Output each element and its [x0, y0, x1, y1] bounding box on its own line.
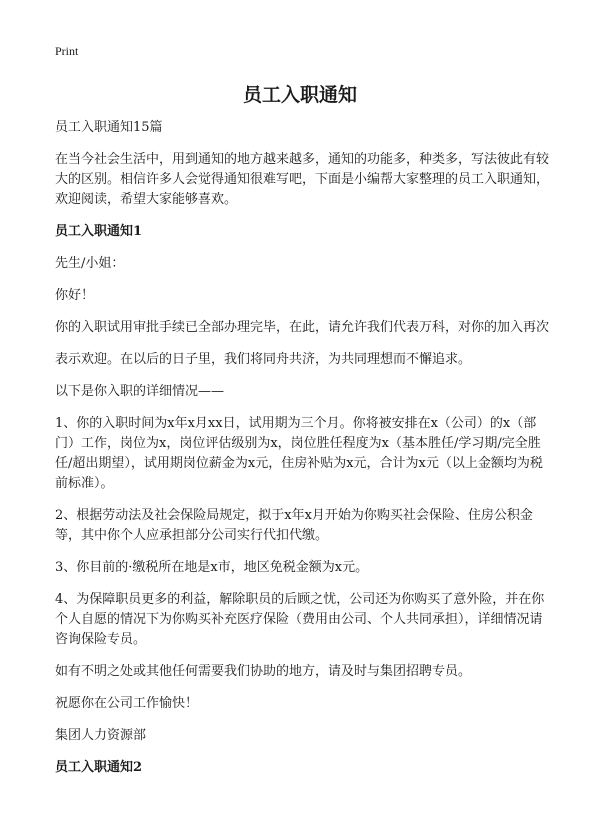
document-title: 员工入职通知 — [242, 84, 357, 106]
detail-item-4: 4、为保障职员更多的利益，解除职员的后顾之忧，公司还为你购买了意外险，并在你个人自愿的情况下为你购买补充医疗保险（费用由公司、个人共同承担），详细情况请咨询保险专员。 — [55, 592, 545, 647]
section-heading-2: 员工入职通知2 — [55, 760, 143, 775]
greeting: 你好！ — [55, 288, 95, 303]
signature: 集团人力资源部 — [55, 728, 147, 743]
document-body — [55, 118, 549, 790]
intro-paragraph: 在当今社会生活中，用到通知的地方越来越多，通知的功能多，种类多，写法彼此有较大的区别。相信许多人会觉得通知很难写吧，下面是小编帮大家整理的员工入职通知，欢迎阅读，希望大家能够喜欢。 — [55, 152, 550, 207]
welcome-paragraph-1: 你的入职试用审批手续已全部办理完毕，在此，请允许我们代表万科，对你的加入再次 — [55, 320, 550, 335]
detail-item-3: 3、你目前的·缴税所在地是x市，地区免税金额为x元。 — [55, 560, 369, 575]
details-intro: 以下是你入职的详细情况—— — [55, 384, 225, 399]
print-link[interactable]: Print — [55, 44, 79, 58]
detail-item-2: 2、根据劳动法及社会保险局规定，拟于x年x月开始为你购买社会保险、住房公积金等，其中你个人应承担部分公司实行代扣代缴。 — [55, 508, 533, 543]
closing-line-2: 祝愿你在公司工作愉快！ — [55, 696, 199, 711]
document-subtitle: 员工入职通知15篇 — [55, 120, 163, 135]
closing-line-1: 如有不明之处或其他任何需要我们协助的地方，请及时与集团招聘专员。 — [55, 664, 472, 679]
detail-item-1: 1、你的入职时间为x年x月xx日，试用期为三个月。你将被安排在x（公司）的x（部门）工作，岗位为x，岗位评估级别为x，岗位胜任程度为x（基本胜任/学习期/完全胜任/超出期望），试用期岗位薪金为x元，住房补贴为x元，合计为x元（以上金额均为税前标准）。 — [55, 416, 543, 491]
salutation: 先生/小姐： — [55, 256, 125, 271]
section-heading-1: 员工入职通知1 — [55, 224, 143, 239]
welcome-paragraph-2: 表示欢迎。在以后的日子里，我们将同舟共济，为共同理想而不懈追求。 — [55, 352, 472, 367]
